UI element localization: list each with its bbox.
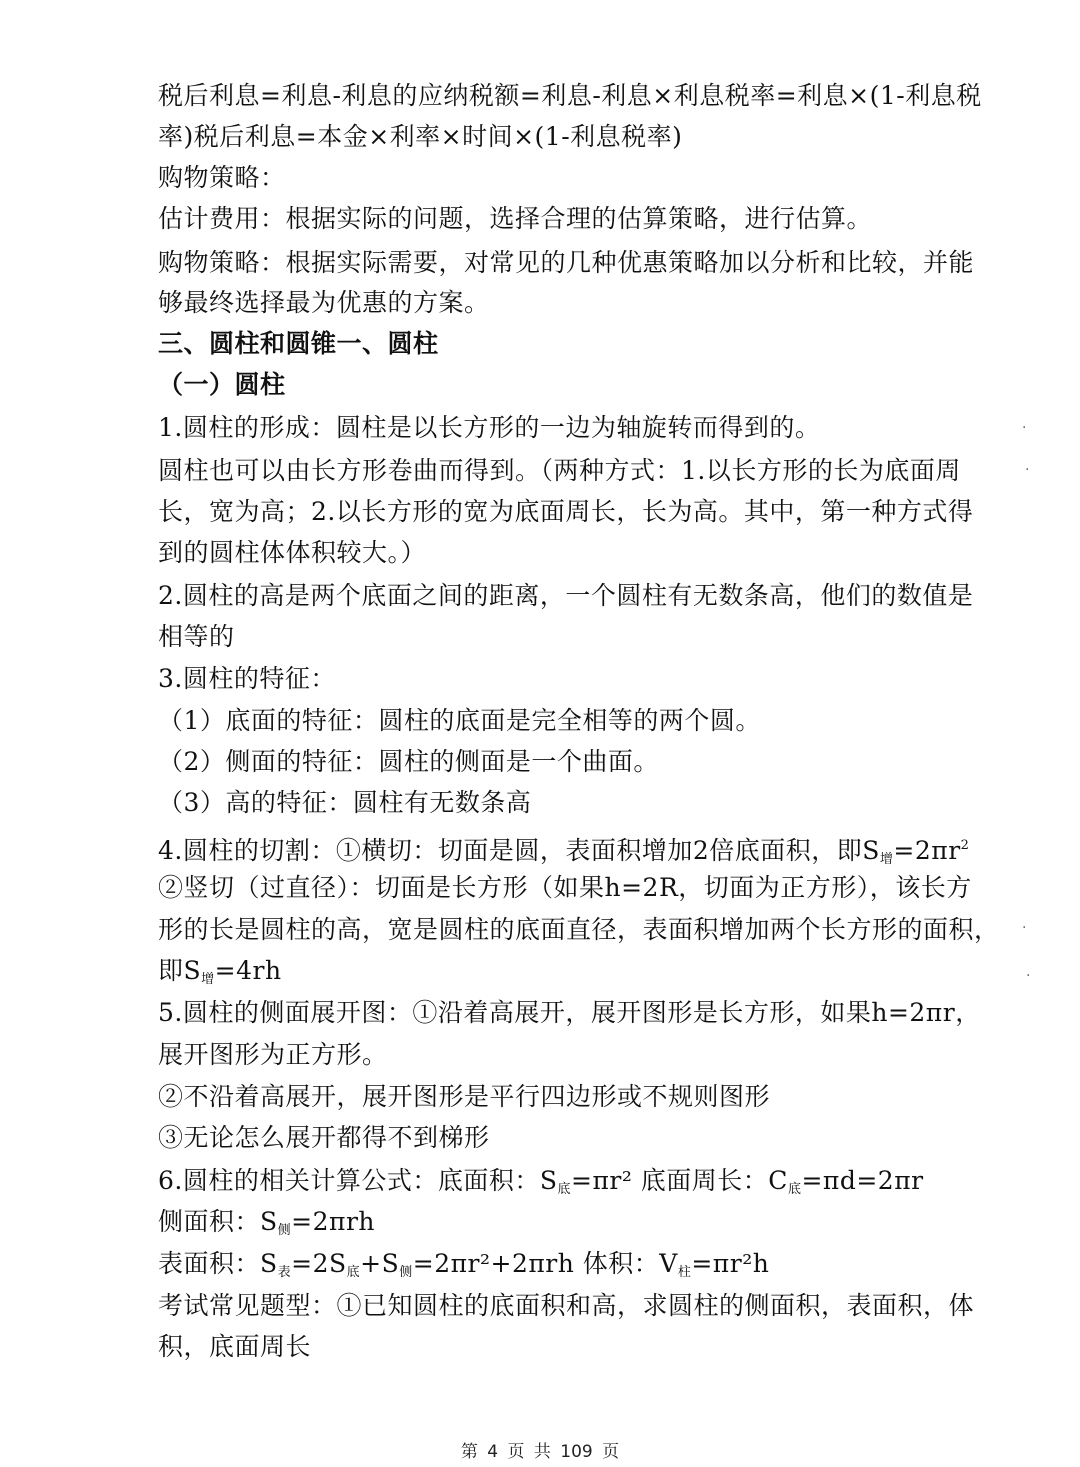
text-line: 相等的	[158, 622, 235, 651]
text-line: 到的圆柱体体积较大。）	[158, 538, 427, 567]
text-line: 够最终选择最为优惠的方案。	[158, 288, 490, 317]
text-line: 考试常见题型：①已知圆柱的底面积和高，求圆柱的侧面积，表面积，体	[158, 1291, 975, 1320]
text-line: 2.圆柱的高是两个底面之间的距离，一个圆柱有无数条高，他们的数值是	[158, 581, 974, 610]
text-line: 展开图形为正方形。	[158, 1040, 388, 1069]
text-line: 购物策略：	[158, 163, 286, 192]
text-line: 积，底面周长	[158, 1332, 312, 1361]
scan-mark: ·	[1026, 968, 1031, 984]
text-line: ②竖切（过直径）：切面是长方形（如果h=2R，切面为正方形），该长方	[158, 873, 972, 902]
formula-surface: 表面积：$S_表=2S_底+S_侧=2\pi r^2+2\pi rh$ 体积：$V_柱=\pi r^2h$	[158, 1249, 770, 1280]
list-item: （1）底面的特征：圆柱的底面是完全相等的两个圆。	[158, 706, 761, 735]
text-line: 1.圆柱的形成：圆柱是以长方形的一边为轴旋转而得到的。	[158, 413, 821, 442]
text-line: 5.圆柱的侧面展开图：①沿着高展开，展开图形是长方形，如果h=2πr，	[158, 998, 981, 1027]
section-heading: 三、圆柱和圆锥一、圆柱	[158, 329, 439, 358]
text-line: 率)税后利息=本金×利率×时间×(1-利息税率)	[158, 122, 683, 151]
scan-mark: ·	[1025, 462, 1030, 478]
list-item: （3）高的特征：圆柱有无数条高	[158, 788, 532, 817]
text-line: 3.圆柱的特征：	[158, 664, 336, 693]
scan-mark: ·	[1022, 920, 1027, 936]
text-line: ②不沿着高展开，展开图形是平行四边形或不规则图形	[158, 1082, 771, 1111]
text-line: 估计费用：根据实际的问题，选择合理的估算策略，进行估算。	[158, 204, 873, 233]
subsection-heading: （一）圆柱	[158, 370, 286, 399]
page-footer: 第 4 页 共 109 页	[460, 1442, 620, 1462]
text-line: ③无论怎么展开都得不到梯形	[158, 1123, 490, 1152]
list-item: （2）侧面的特征：圆柱的侧面是一个曲面。	[158, 747, 659, 776]
text-line: 税后利息=利息-利息的应纳税额=利息-利息×利息税率=利息×(1-利息税	[158, 81, 982, 110]
text-line-cut: 4.圆柱的切割：①横切：切面是圆，表面积增加2倍底面积，即$S_增=2\pi r^2$	[158, 836, 970, 867]
formula-base: 6.圆柱的相关计算公式：底面积：$S_底=\pi r^2$ 底面周长：$C_底=\pi d=2\pi r$	[158, 1166, 924, 1197]
text-line-eq: 即$S_增=4rh$	[158, 956, 282, 987]
text-line: 长，宽为高；2.以长方形的宽为底面周长，长为高。其中，第一种方式得	[158, 497, 974, 526]
text-line: 购物策略：根据实际需要，对常见的几种优惠策略加以分析和比较，并能	[158, 248, 975, 277]
text-line: 圆柱也可以由长方形卷曲而得到。（两种方式：1.以长方形的长为底面周	[158, 456, 961, 485]
scan-mark: ·	[1022, 420, 1027, 436]
formula-side: 侧面积：$S_侧=2\pi rh$	[158, 1207, 375, 1238]
text-line: 形的长是圆柱的高，宽是圆柱的底面直径，表面积增加两个长方形的面积，	[158, 915, 1000, 944]
